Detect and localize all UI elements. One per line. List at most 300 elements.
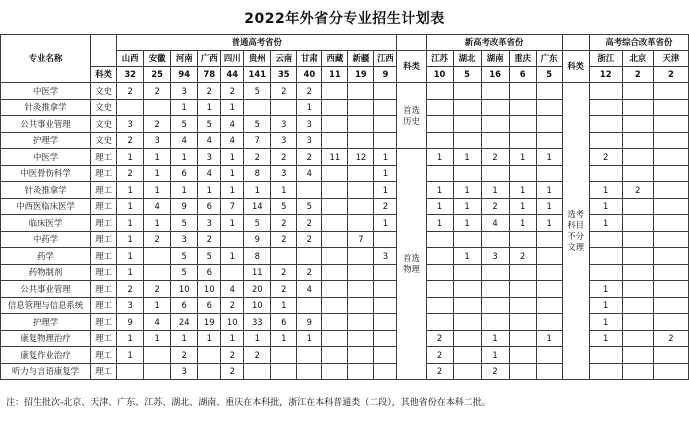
province-header: 贵州 bbox=[244, 51, 271, 67]
count-cell bbox=[481, 281, 509, 298]
count-cell bbox=[426, 132, 453, 149]
count-cell bbox=[297, 297, 322, 314]
count-cell bbox=[536, 363, 562, 380]
count-cell bbox=[653, 198, 688, 215]
province-header: 河南 bbox=[171, 51, 198, 67]
count-cell bbox=[221, 231, 244, 248]
count-cell: 1 bbox=[271, 330, 297, 347]
major-name: 中医骨伤科学 bbox=[1, 165, 91, 182]
count-cell: 1 bbox=[221, 149, 244, 166]
major-name: 公共事业管理 bbox=[1, 281, 91, 298]
count-cell bbox=[426, 116, 453, 133]
subject-cell: 理工 bbox=[91, 297, 117, 314]
count-cell: 1 bbox=[198, 182, 221, 199]
major-name: 药学 bbox=[1, 248, 91, 265]
spacer-cell bbox=[397, 35, 426, 51]
count-cell bbox=[453, 363, 481, 380]
count-cell: 2 bbox=[144, 231, 171, 248]
count-cell: 4 bbox=[171, 132, 198, 149]
count-cell: 4 bbox=[221, 132, 244, 149]
province-total: 32 bbox=[117, 67, 144, 83]
count-cell bbox=[536, 248, 562, 265]
count-cell bbox=[374, 132, 397, 149]
count-cell bbox=[348, 165, 374, 182]
merged-label: 首选 bbox=[403, 104, 420, 115]
count-cell bbox=[536, 231, 562, 248]
count-cell: 4 bbox=[297, 281, 322, 298]
subject-cell: 理工 bbox=[91, 363, 117, 380]
count-cell bbox=[653, 132, 688, 149]
count-cell: 1 bbox=[481, 330, 509, 347]
count-cell: 2 bbox=[271, 231, 297, 248]
count-cell bbox=[589, 83, 622, 100]
count-cell bbox=[221, 264, 244, 281]
count-cell: 1 bbox=[536, 198, 562, 215]
count-cell: 1 bbox=[117, 182, 144, 199]
count-cell bbox=[426, 99, 453, 116]
count-cell: 1 bbox=[117, 231, 144, 248]
merged-label: 科目 bbox=[567, 220, 585, 231]
count-cell bbox=[322, 231, 348, 248]
count-cell bbox=[453, 314, 481, 331]
count-cell: 1 bbox=[297, 99, 322, 116]
major-header: 专业名称 bbox=[1, 35, 91, 83]
count-cell bbox=[322, 297, 348, 314]
count-cell: 5 bbox=[297, 198, 322, 215]
count-cell bbox=[426, 165, 453, 182]
count-cell bbox=[481, 297, 509, 314]
count-cell bbox=[271, 347, 297, 364]
count-cell bbox=[453, 132, 481, 149]
province-header: 天津 bbox=[653, 51, 688, 67]
province-header: 西藏 bbox=[322, 51, 348, 67]
count-cell bbox=[348, 281, 374, 298]
count-cell bbox=[509, 99, 536, 116]
province-header: 重庆 bbox=[509, 51, 536, 67]
province-total: 16 bbox=[481, 67, 509, 83]
count-cell bbox=[271, 248, 297, 265]
count-cell: 1 bbox=[374, 149, 397, 166]
count-cell bbox=[374, 116, 397, 133]
count-cell: 1 bbox=[426, 198, 453, 215]
major-name: 康复物理治疗 bbox=[1, 330, 91, 347]
count-cell: 2 bbox=[144, 281, 171, 298]
merged-label: 首选 bbox=[403, 253, 420, 264]
major-name: 信息管理与信息系统 bbox=[1, 297, 91, 314]
province-header: 浙江 bbox=[589, 51, 622, 67]
spacer-cell bbox=[91, 35, 117, 67]
count-cell bbox=[653, 165, 688, 182]
count-cell bbox=[622, 132, 653, 149]
count-cell: 1 bbox=[144, 165, 171, 182]
count-cell: 6 bbox=[198, 264, 221, 281]
count-cell bbox=[509, 297, 536, 314]
count-cell bbox=[481, 83, 509, 100]
count-cell: 1 bbox=[144, 297, 171, 314]
count-cell: 3 bbox=[117, 297, 144, 314]
count-cell: 1 bbox=[221, 330, 244, 347]
count-cell: 4 bbox=[144, 314, 171, 331]
count-cell bbox=[348, 330, 374, 347]
count-cell: 1 bbox=[536, 215, 562, 232]
count-cell bbox=[653, 83, 688, 100]
count-cell bbox=[536, 99, 562, 116]
count-cell bbox=[453, 83, 481, 100]
count-cell bbox=[653, 264, 688, 281]
count-cell: 14 bbox=[244, 198, 271, 215]
count-cell bbox=[297, 347, 322, 364]
count-cell bbox=[622, 363, 653, 380]
count-cell: 1 bbox=[198, 99, 221, 116]
count-cell: 1 bbox=[171, 99, 198, 116]
group-general-header: 普通高考省份 bbox=[117, 35, 397, 51]
count-cell: 10 bbox=[221, 314, 244, 331]
count-cell: 2 bbox=[271, 264, 297, 281]
count-cell bbox=[322, 314, 348, 331]
count-cell: 1 bbox=[144, 330, 171, 347]
count-cell: 1 bbox=[589, 198, 622, 215]
count-cell: 1 bbox=[171, 149, 198, 166]
count-cell bbox=[322, 132, 348, 149]
major-name: 公共事业管理 bbox=[1, 116, 91, 133]
count-cell bbox=[536, 116, 562, 133]
count-cell bbox=[322, 215, 348, 232]
merged-label: 不分 bbox=[567, 231, 585, 241]
count-cell bbox=[453, 281, 481, 298]
count-cell bbox=[348, 182, 374, 199]
count-cell bbox=[536, 281, 562, 298]
count-cell bbox=[653, 215, 688, 232]
count-cell bbox=[322, 165, 348, 182]
count-cell bbox=[348, 99, 374, 116]
count-cell bbox=[453, 347, 481, 364]
count-cell bbox=[348, 116, 374, 133]
count-cell: 1 bbox=[144, 182, 171, 199]
count-cell bbox=[348, 363, 374, 380]
count-cell: 11 bbox=[244, 264, 271, 281]
count-cell: 3 bbox=[297, 116, 322, 133]
count-cell: 2 bbox=[297, 231, 322, 248]
count-cell bbox=[536, 165, 562, 182]
count-cell: 2 bbox=[198, 83, 221, 100]
count-cell bbox=[622, 99, 653, 116]
count-cell bbox=[589, 248, 622, 265]
count-cell: 2 bbox=[374, 198, 397, 215]
count-cell: 4 bbox=[221, 281, 244, 298]
count-cell bbox=[348, 83, 374, 100]
major-name: 中医学 bbox=[1, 83, 91, 100]
count-cell: 2 bbox=[653, 330, 688, 347]
count-cell bbox=[622, 297, 653, 314]
count-cell bbox=[653, 231, 688, 248]
count-cell: 2 bbox=[117, 165, 144, 182]
major-name: 听力与言语康复学 bbox=[1, 363, 91, 380]
count-cell bbox=[426, 248, 453, 265]
count-cell bbox=[622, 347, 653, 364]
count-cell: 1 bbox=[509, 182, 536, 199]
count-cell: 1 bbox=[481, 347, 509, 364]
count-cell bbox=[622, 165, 653, 182]
count-cell bbox=[622, 330, 653, 347]
subject-cell: 文史 bbox=[91, 132, 117, 149]
count-cell bbox=[481, 99, 509, 116]
count-cell bbox=[653, 182, 688, 199]
count-cell: 3 bbox=[481, 248, 509, 265]
group-new-header: 新高考改革省份 bbox=[426, 35, 562, 51]
province-total: 5 bbox=[453, 67, 481, 83]
count-cell bbox=[322, 363, 348, 380]
merged-label: 物理 bbox=[403, 264, 420, 274]
comp-subject-cell bbox=[562, 83, 589, 380]
count-cell bbox=[244, 363, 271, 380]
count-cell: 1 bbox=[536, 149, 562, 166]
count-cell: 2 bbox=[297, 215, 322, 232]
count-cell: 3 bbox=[198, 215, 221, 232]
count-cell bbox=[348, 248, 374, 265]
count-cell: 2 bbox=[221, 363, 244, 380]
major-name: 中药学 bbox=[1, 231, 91, 248]
subject-cell: 理工 bbox=[91, 149, 117, 166]
count-cell bbox=[297, 182, 322, 199]
subject-cell: 理工 bbox=[91, 198, 117, 215]
group-comp-header: 高考综合改革省份 bbox=[589, 35, 688, 51]
count-cell bbox=[509, 165, 536, 182]
subject-cell: 文史 bbox=[91, 116, 117, 133]
count-cell bbox=[322, 83, 348, 100]
count-cell bbox=[322, 99, 348, 116]
count-cell: 5 bbox=[171, 215, 198, 232]
count-cell: 1 bbox=[117, 198, 144, 215]
count-cell bbox=[453, 264, 481, 281]
count-cell: 1 bbox=[374, 182, 397, 199]
province-header: 山西 bbox=[117, 51, 144, 67]
count-cell: 2 bbox=[271, 281, 297, 298]
count-cell bbox=[348, 314, 374, 331]
count-cell: 3 bbox=[171, 363, 198, 380]
count-cell bbox=[653, 99, 688, 116]
table-row bbox=[1, 83, 689, 100]
province-total: 2 bbox=[653, 67, 688, 83]
count-cell bbox=[509, 314, 536, 331]
count-cell: 1 bbox=[117, 330, 144, 347]
count-cell: 3 bbox=[198, 149, 221, 166]
count-cell bbox=[374, 347, 397, 364]
count-cell: 3 bbox=[117, 116, 144, 133]
count-cell: 2 bbox=[589, 149, 622, 166]
count-cell bbox=[348, 347, 374, 364]
count-cell bbox=[271, 99, 297, 116]
count-cell bbox=[244, 99, 271, 116]
subject-cell: 文史 bbox=[91, 99, 117, 116]
province-total: 44 bbox=[221, 67, 244, 83]
count-cell: 1 bbox=[244, 182, 271, 199]
count-cell bbox=[453, 165, 481, 182]
province-header: 新疆 bbox=[348, 51, 374, 67]
count-cell bbox=[653, 248, 688, 265]
count-cell: 5 bbox=[271, 198, 297, 215]
province-header: 广东 bbox=[536, 51, 562, 67]
count-cell: 1 bbox=[453, 215, 481, 232]
count-cell bbox=[622, 149, 653, 166]
count-cell bbox=[117, 99, 144, 116]
count-cell bbox=[297, 363, 322, 380]
count-cell: 1 bbox=[374, 165, 397, 182]
count-cell: 2 bbox=[426, 347, 453, 364]
count-cell: 5 bbox=[171, 264, 198, 281]
count-cell: 2 bbox=[509, 248, 536, 265]
footnote: 注：招生批次-北京、天津、广东、江苏、湖北、湖南、重庆在本科批，浙江在本科普通类（二段），其他省份在本科二批。 bbox=[6, 398, 491, 408]
count-cell bbox=[481, 231, 509, 248]
count-cell bbox=[426, 231, 453, 248]
count-cell: 11 bbox=[322, 149, 348, 166]
count-cell: 1 bbox=[589, 281, 622, 298]
subject-cell: 理工 bbox=[91, 215, 117, 232]
count-cell: 1 bbox=[536, 330, 562, 347]
province-total: 2 bbox=[622, 67, 653, 83]
province-total: 19 bbox=[348, 67, 374, 83]
count-cell bbox=[509, 231, 536, 248]
province-total: 5 bbox=[536, 67, 562, 83]
count-cell bbox=[653, 347, 688, 364]
subject-cell: 理工 bbox=[91, 330, 117, 347]
count-cell: 2 bbox=[171, 347, 198, 364]
merged-label: 文理 bbox=[567, 241, 585, 252]
count-cell: 7 bbox=[244, 132, 271, 149]
count-cell bbox=[322, 264, 348, 281]
count-cell: 2 bbox=[426, 363, 453, 380]
count-cell bbox=[481, 116, 509, 133]
count-cell bbox=[589, 347, 622, 364]
count-cell: 2 bbox=[221, 83, 244, 100]
count-cell bbox=[536, 314, 562, 331]
count-cell: 6 bbox=[171, 165, 198, 182]
enrollment-plan-table bbox=[0, 34, 689, 380]
count-cell: 2 bbox=[481, 363, 509, 380]
subject-header: 科类 bbox=[91, 67, 117, 83]
count-cell: 2 bbox=[221, 297, 244, 314]
count-cell: 6 bbox=[271, 314, 297, 331]
count-cell bbox=[481, 314, 509, 331]
province-total: 12 bbox=[589, 67, 622, 83]
count-cell: 3 bbox=[271, 116, 297, 133]
count-cell: 10 bbox=[171, 281, 198, 298]
count-cell: 1 bbox=[117, 149, 144, 166]
count-cell bbox=[536, 83, 562, 100]
count-cell bbox=[536, 347, 562, 364]
province-total: 10 bbox=[426, 67, 453, 83]
count-cell bbox=[589, 116, 622, 133]
count-cell: 2 bbox=[481, 198, 509, 215]
count-cell: 2 bbox=[297, 264, 322, 281]
count-cell bbox=[653, 297, 688, 314]
count-cell: 1 bbox=[509, 198, 536, 215]
count-cell: 4 bbox=[198, 132, 221, 149]
count-cell bbox=[322, 198, 348, 215]
count-cell bbox=[509, 132, 536, 149]
count-cell: 5 bbox=[198, 248, 221, 265]
major-name: 临床医学 bbox=[1, 215, 91, 232]
count-cell: 5 bbox=[171, 116, 198, 133]
page-title: 2022年外省分专业招生计划表 bbox=[244, 11, 445, 27]
count-cell bbox=[426, 297, 453, 314]
province-header: 安徽 bbox=[144, 51, 171, 67]
count-cell bbox=[653, 281, 688, 298]
count-cell: 4 bbox=[198, 165, 221, 182]
count-cell: 1 bbox=[244, 330, 271, 347]
count-cell: 1 bbox=[374, 215, 397, 232]
count-cell: 9 bbox=[297, 314, 322, 331]
count-cell bbox=[622, 248, 653, 265]
count-cell: 1 bbox=[481, 182, 509, 199]
province-total: 9 bbox=[374, 67, 397, 83]
major-name: 康复作业治疗 bbox=[1, 347, 91, 364]
subject-cell: 理工 bbox=[91, 314, 117, 331]
count-cell: 4 bbox=[221, 116, 244, 133]
subject-header: 科类 bbox=[397, 51, 426, 83]
count-cell: 2 bbox=[117, 83, 144, 100]
count-cell: 1 bbox=[297, 330, 322, 347]
count-cell: 1 bbox=[144, 149, 171, 166]
count-cell: 10 bbox=[244, 297, 271, 314]
count-cell bbox=[322, 281, 348, 298]
count-cell bbox=[509, 330, 536, 347]
count-cell: 19 bbox=[198, 314, 221, 331]
province-total: 40 bbox=[297, 67, 322, 83]
count-cell: 1 bbox=[453, 248, 481, 265]
count-cell: 1 bbox=[117, 264, 144, 281]
count-cell: 12 bbox=[348, 149, 374, 166]
province-header: 湖南 bbox=[481, 51, 509, 67]
count-cell: 9 bbox=[171, 198, 198, 215]
count-cell: 1 bbox=[171, 330, 198, 347]
count-cell: 2 bbox=[481, 149, 509, 166]
count-cell bbox=[348, 132, 374, 149]
count-cell bbox=[374, 314, 397, 331]
count-cell: 2 bbox=[244, 347, 271, 364]
count-cell: 8 bbox=[244, 165, 271, 182]
count-cell bbox=[144, 347, 171, 364]
count-cell bbox=[509, 347, 536, 364]
count-cell bbox=[653, 363, 688, 380]
count-cell bbox=[271, 363, 297, 380]
count-cell: 3 bbox=[271, 165, 297, 182]
count-cell: 2 bbox=[426, 330, 453, 347]
count-cell: 1 bbox=[509, 149, 536, 166]
spacer-cell bbox=[562, 35, 589, 51]
count-cell bbox=[453, 116, 481, 133]
count-cell: 2 bbox=[271, 215, 297, 232]
province-header: 甘肃 bbox=[297, 51, 322, 67]
count-cell bbox=[348, 215, 374, 232]
count-cell: 1 bbox=[271, 297, 297, 314]
count-cell: 2 bbox=[244, 149, 271, 166]
major-name: 护理学 bbox=[1, 132, 91, 149]
count-cell: 1 bbox=[426, 182, 453, 199]
count-cell: 1 bbox=[589, 330, 622, 347]
province-header: 四川 bbox=[221, 51, 244, 67]
count-cell bbox=[453, 99, 481, 116]
count-cell: 1 bbox=[117, 248, 144, 265]
province-total: 6 bbox=[509, 67, 536, 83]
count-cell: 2 bbox=[144, 83, 171, 100]
count-cell bbox=[374, 99, 397, 116]
count-cell: 7 bbox=[348, 231, 374, 248]
count-cell: 5 bbox=[244, 83, 271, 100]
count-cell: 1 bbox=[144, 215, 171, 232]
count-cell bbox=[426, 281, 453, 298]
province-total: 94 bbox=[171, 67, 198, 83]
count-cell bbox=[536, 264, 562, 281]
